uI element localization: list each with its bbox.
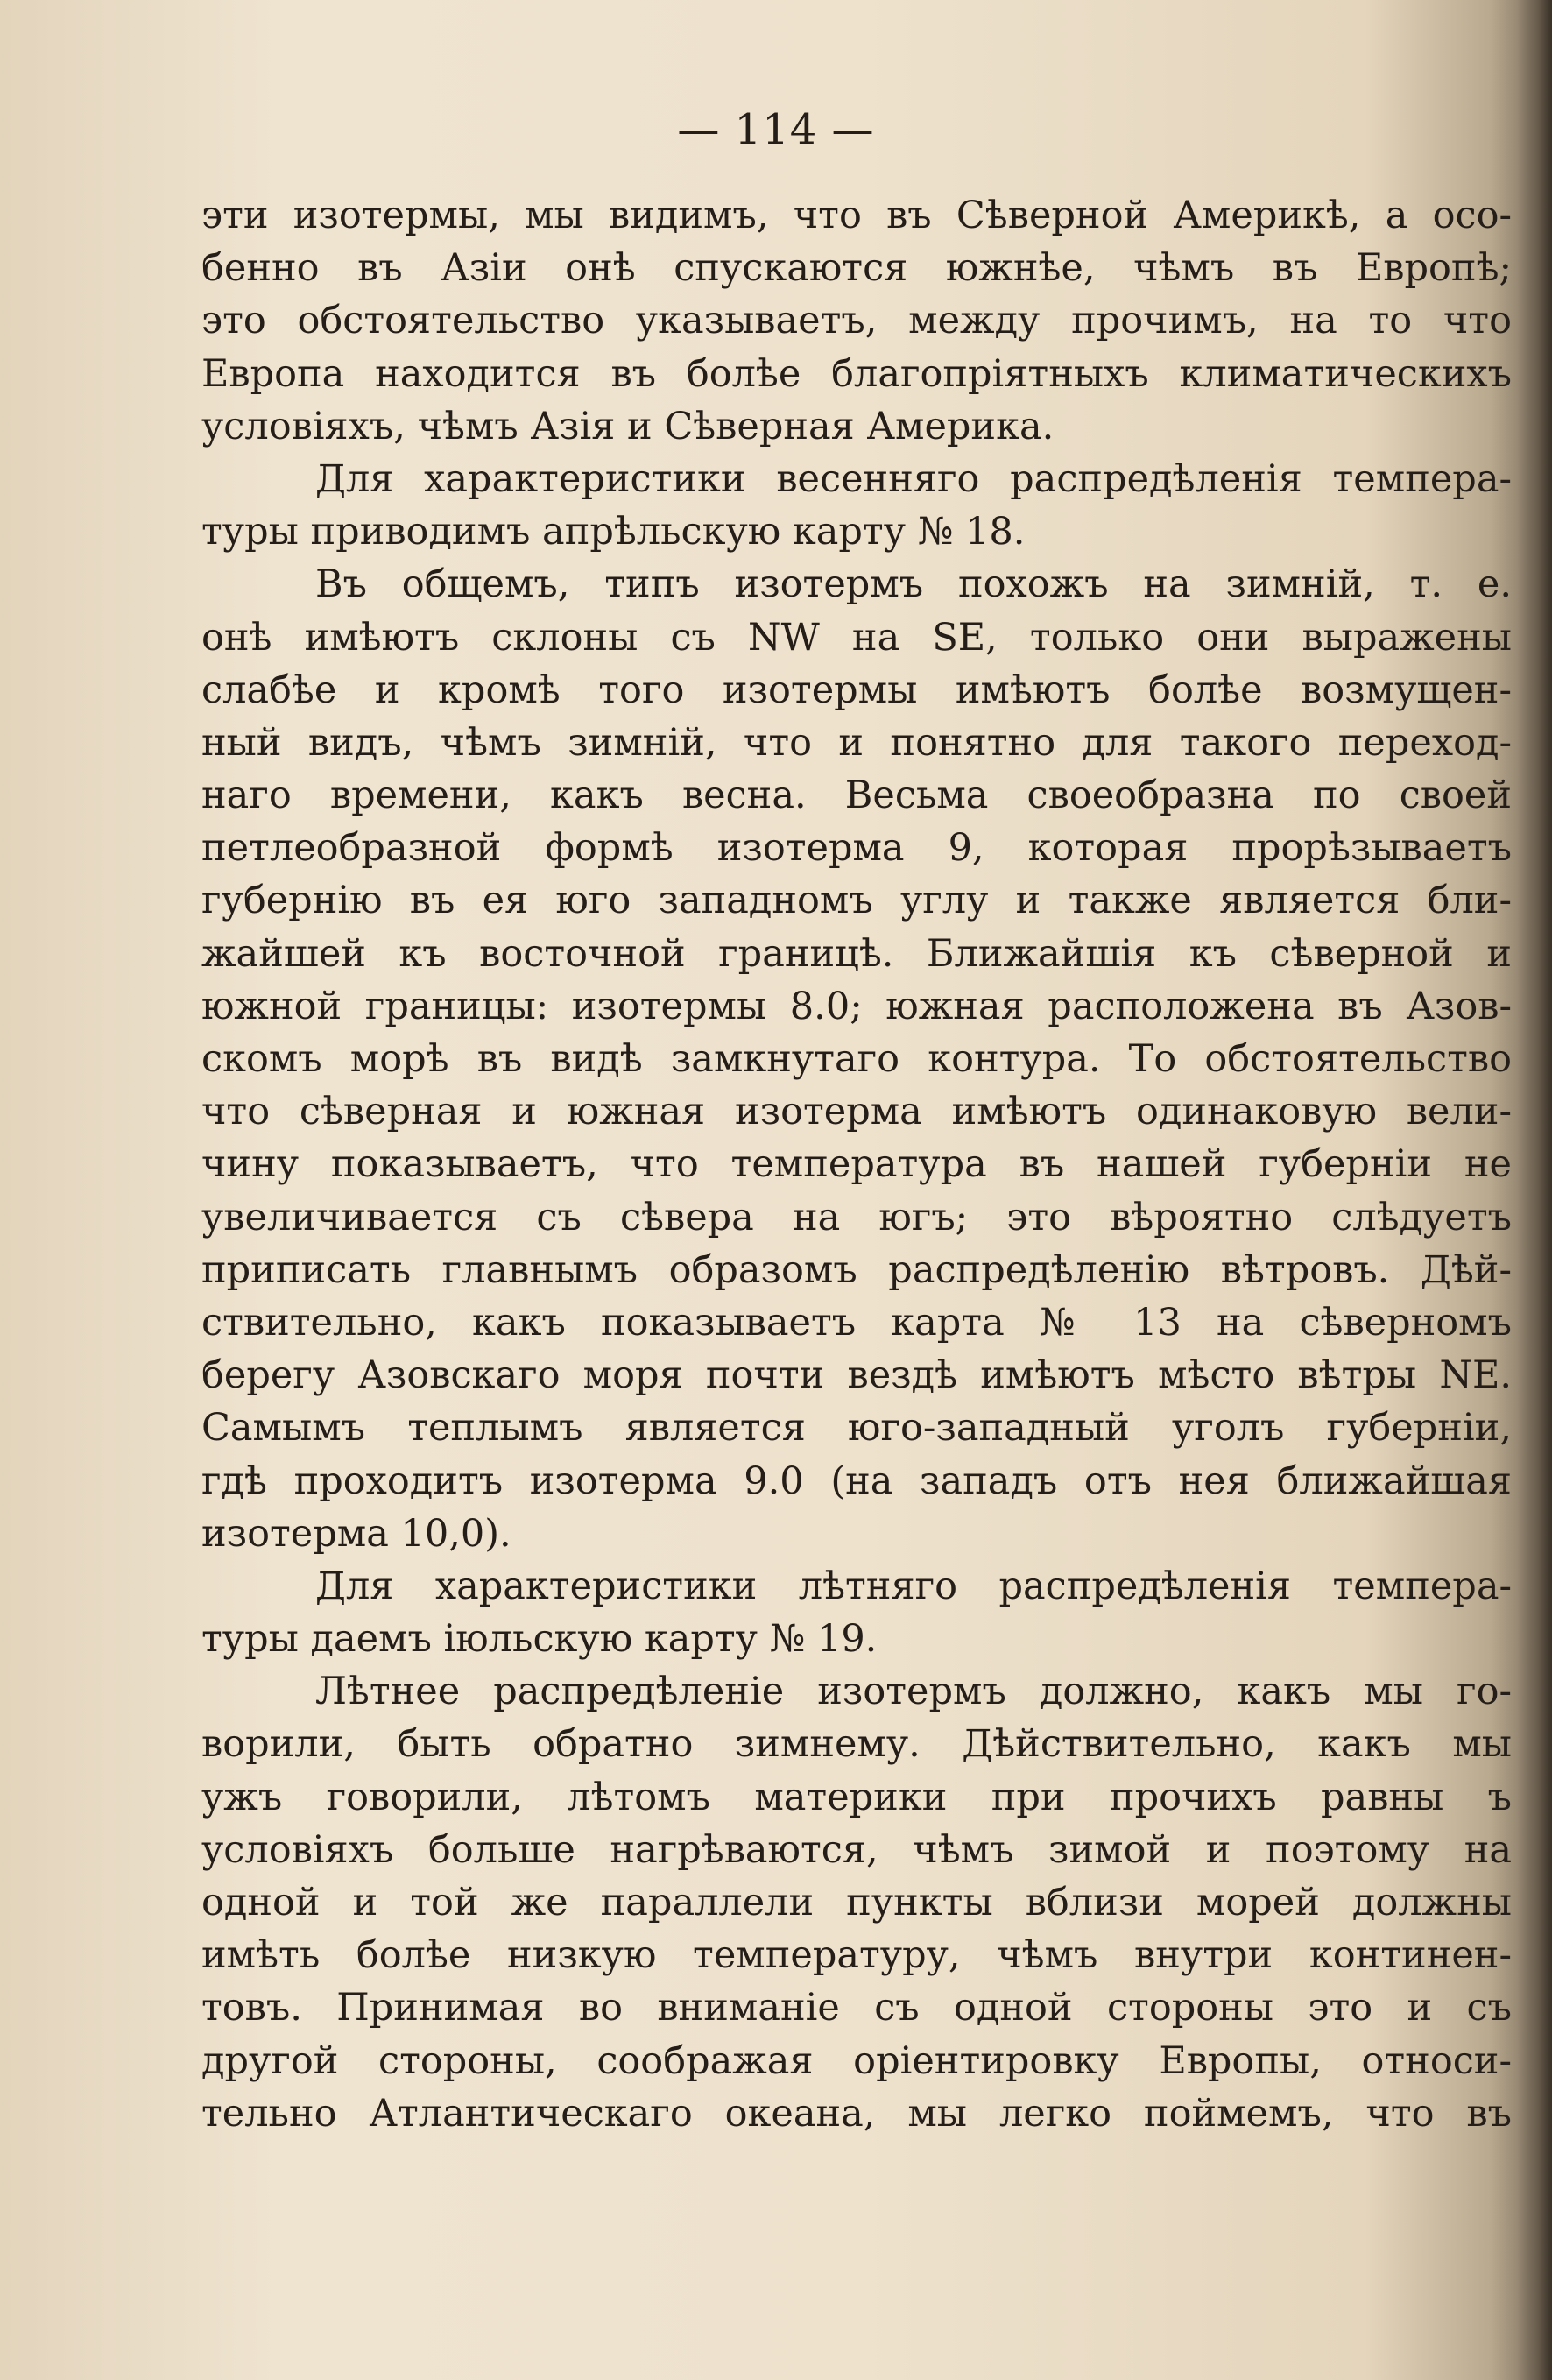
text-line: слабѣе и кромѣ того изотермы имѣютъ болѣе возмущен- [201,667,1512,712]
text-line: Въ общемъ, типъ изотермъ похожъ на зимній, т. е. [315,562,1512,607]
text-line: имѣть болѣе низкую температуру, чѣмъ внутри континен- [201,1933,1512,1978]
text-line: ворили, быть обратно зимнему. Дѣйствительно, какъ мы [201,1722,1512,1767]
text-line: Самымъ теплымъ является юго-западный уголъ губерніи, [201,1406,1512,1451]
text-line: Лѣтнее распредѣленіе изотермъ должно, какъ мы го- [315,1670,1512,1714]
text-line: эти изотермы, мы видимъ, что въ Сѣверной Америкѣ, а осо- [201,194,1512,237]
text-line: Европа находится въ болѣе благопріятныхъ климатическихъ [201,351,1512,396]
page-edge-shadow [1517,0,1552,2380]
text-line: одной и той же параллели пункты вблизи морей должны [201,1881,1512,1924]
text-line: берегу Азовскаго моря почти вездѣ имѣютъ мѣсто вѣтры NE. [201,1353,1512,1398]
text-line: гдѣ проходитъ изотерма 9.0 (на западъ отъ нея ближайшая [201,1458,1512,1503]
text-line: южной границы: изотермы 8.0; южная расположена въ Азов- [201,984,1512,1028]
text-line: чину показываетъ, что температура въ нашей губерніи не [201,1142,1512,1187]
text-line: что сѣверная и южная изотерма имѣютъ одинаковую вели- [201,1090,1512,1134]
body-text [201,189,1512,2140]
text-line: Для характеристики лѣтняго распредѣленія темпера- [315,1564,1512,1608]
text-line: жайшей къ восточной границѣ. Ближайшія къ сѣверной и [201,931,1512,976]
text-line: приписать главнымъ образомъ распредѣленію вѣтровъ. Дѣй- [201,1247,1512,1292]
text-line: другой стороны, соображая оріентировку Европы, относи- [201,2038,1512,2083]
text-line: губернію въ ея юго западномъ углу и также является бли- [201,879,1512,923]
text-line: товъ. Принимая во вниманіе съ одной стороны это и съ [201,1986,1512,2030]
text-line: онѣ имѣютъ склоны съ NW на SE, только они выражены [201,615,1512,660]
page-number: — 114 — [677,105,875,154]
text-line: ствительно, какъ показываетъ карта № 13 на сѣверномъ [201,1300,1512,1345]
text-line: изотерма 10,0). [201,1511,511,1556]
text-line: ный видъ, чѣмъ зимній, что и понятно для такого переход- [201,720,1512,765]
text-line: условіяхъ, чѣмъ Азія и Сѣверная Америка. [201,404,1055,448]
text-line: туры даемъ іюльскую карту № 19. [201,1617,878,1662]
text-line: Для характеристики весенняго распредѣленія темпера- [315,456,1512,501]
text-line: бенно въ Азіи онѣ спускаются южнѣе, чѣмъ въ Европѣ; [201,246,1512,291]
text-line: это обстоятельство указываетъ, между прочимъ, на то что [201,299,1512,343]
text-line: ужъ говорили, лѣтомъ материки при прочихъ равны ъ [201,1775,1512,1819]
text-line: наго времени, какъ весна. Весьма своеобразна по своей [201,773,1512,818]
text-line: скомъ морѣ въ видѣ замкнутаго контура. То обстоятельство [201,1037,1512,1081]
text-line: увеличивается съ сѣвера на югъ; это вѣроятно слѣдуетъ [201,1195,1512,1239]
text-line: туры приводимъ апрѣльскую карту № 18. [201,510,1026,554]
text-line: тельно Атлантическаго океана, мы легко поймемъ, что въ [201,2091,1512,2136]
text-line: условіяхъ больше нагрѣваются, чѣмъ зимой и поэтому на [201,1827,1512,1872]
text-line: петлеобразной формѣ изотерма 9, которая прорѣзываетъ [201,826,1512,871]
